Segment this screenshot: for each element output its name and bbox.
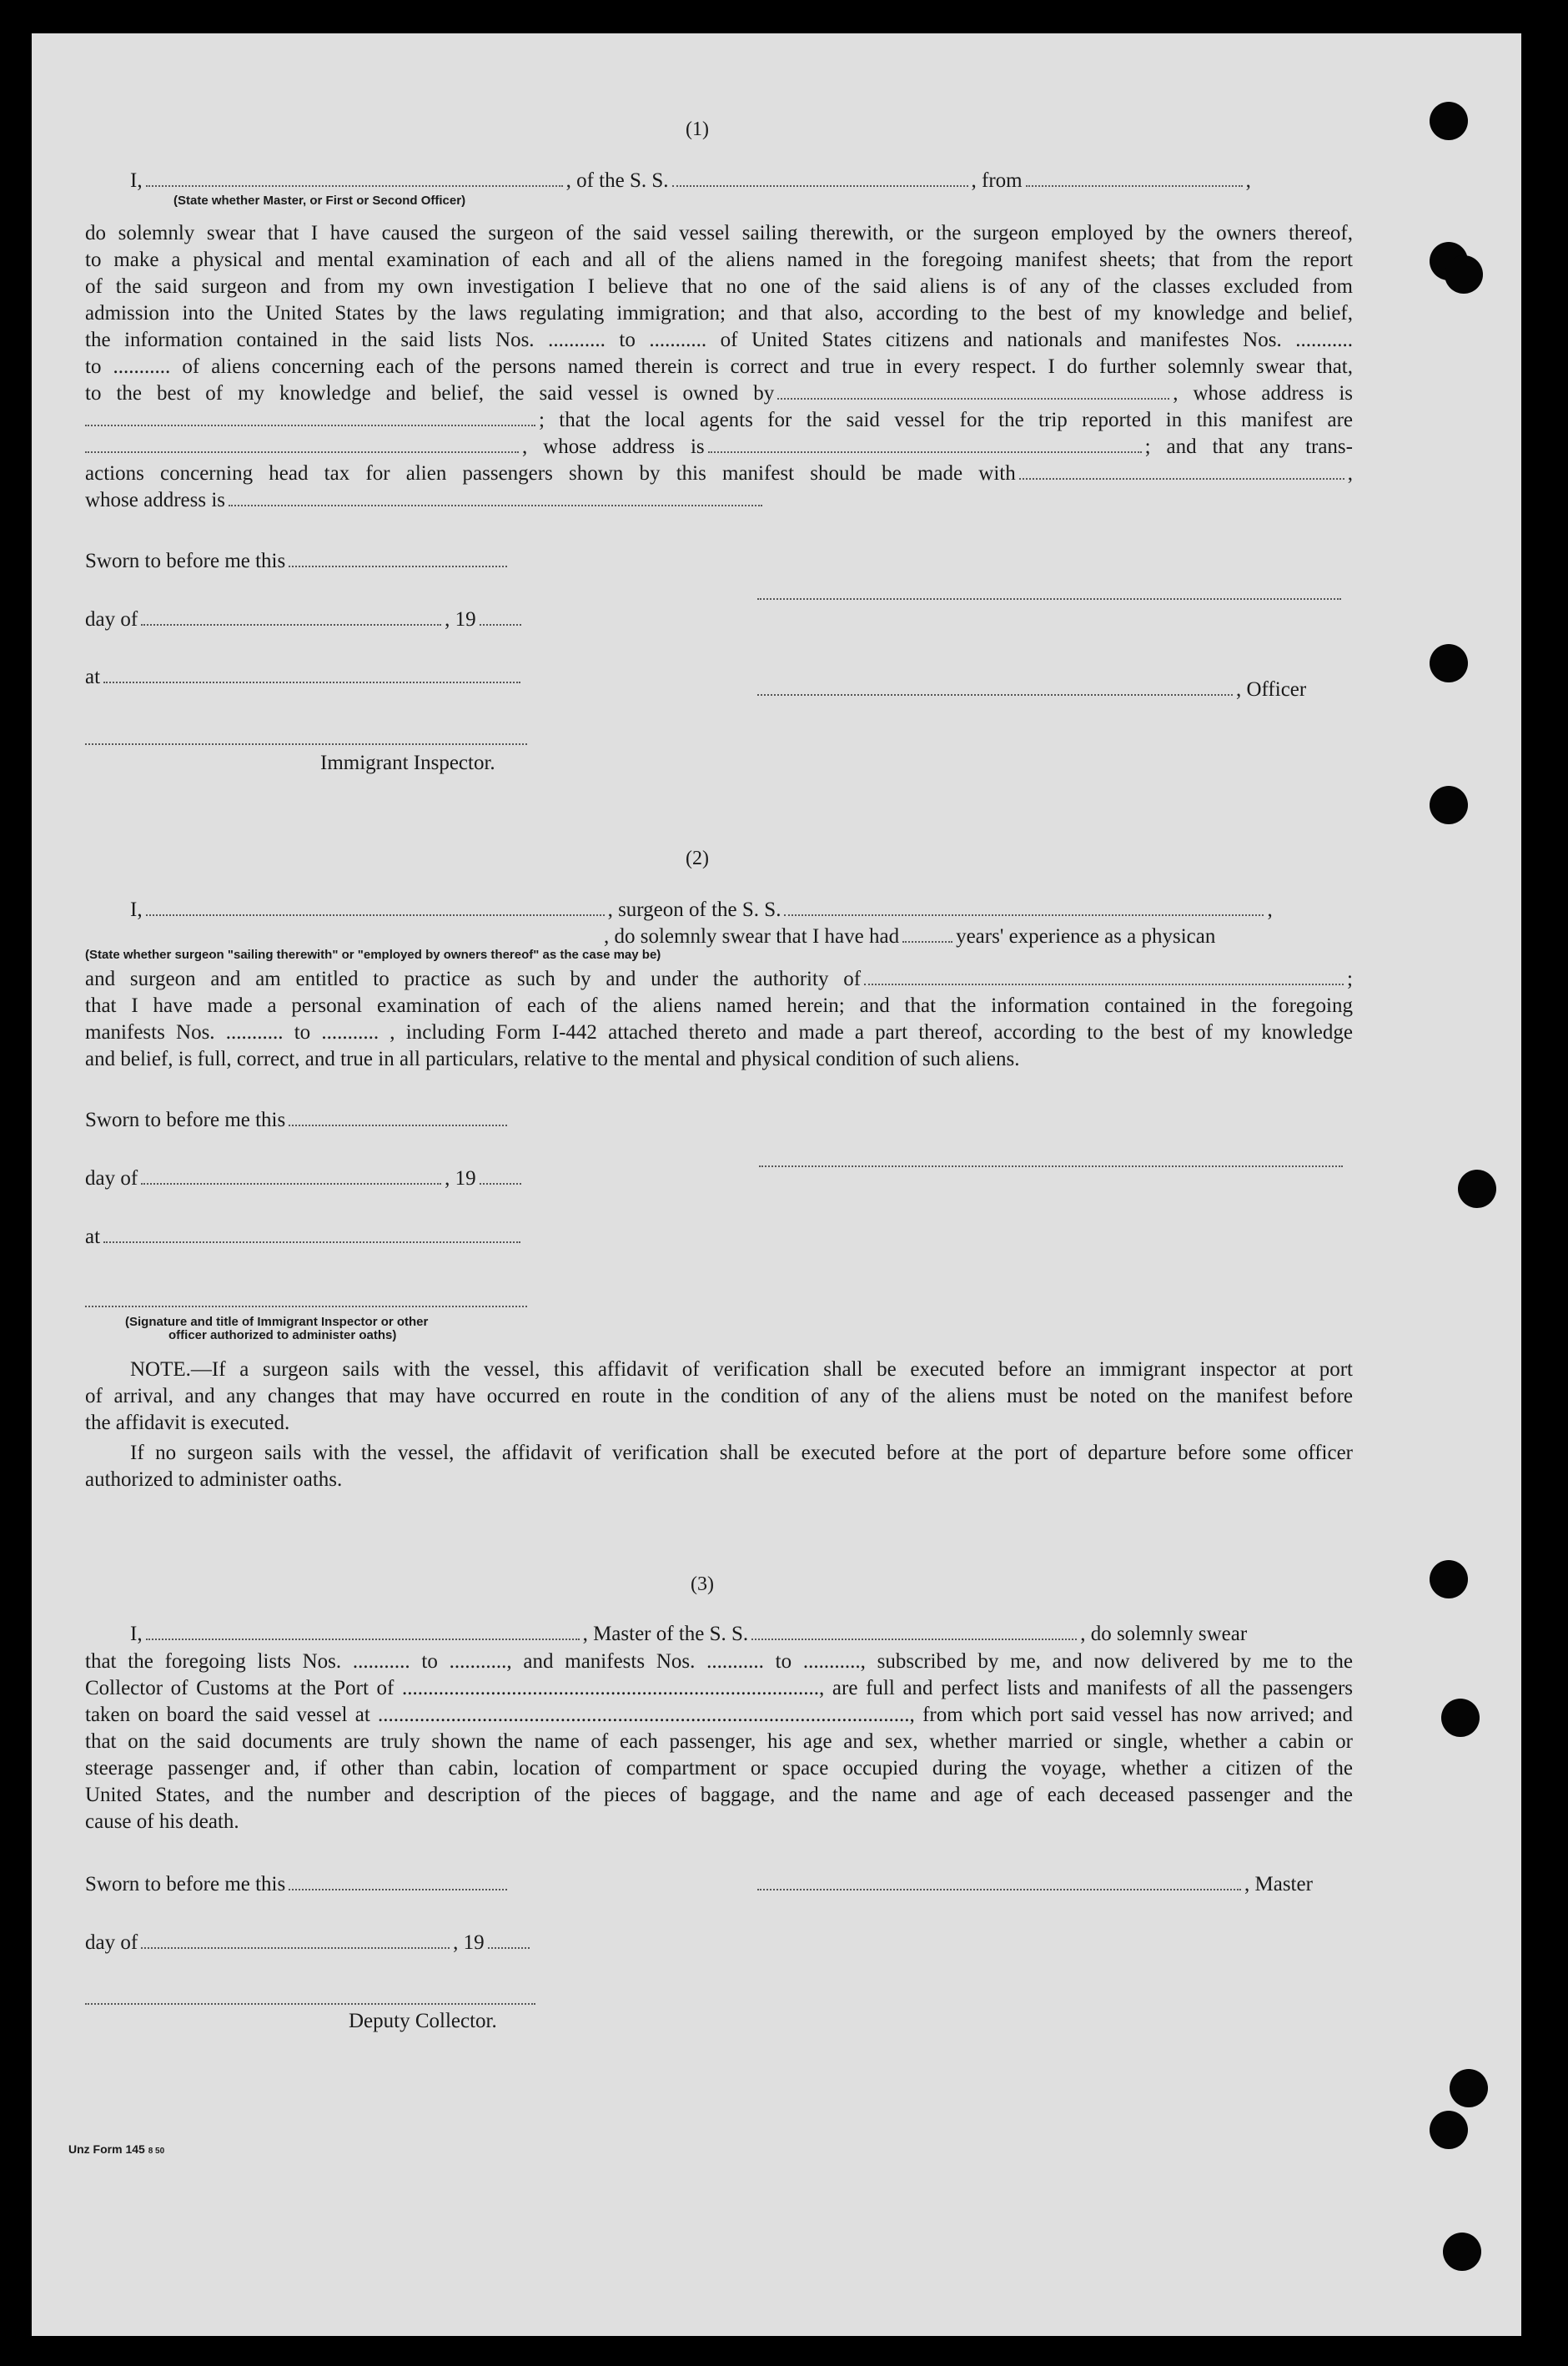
section3-sworn: Sworn to before me this (85, 1872, 510, 1897)
section1-body: do solemnly swear that I have caused the surgeon of the said vessel sailing therewith, or the surgeon employed by the owners thereof, to make a physical and mental examination of each and all of the aliens named in the foregoing manifest sheets; that from the report of the said surgeon and from my own investigation I believe that no one of the said aliens is of any of the classes excluded from admission into the United States by the laws regulating immigration; and that also, according to the best of my knowledge and belief, the information contained in the said lists Nos. ........... to ........... of United States citizens and nationals and manifestes Nos. ........... to ........... of aliens concerning each of the persons named therein is correct and true in every respect. I do further solemnly swear that, to the best of my knowledge and belief, the said vessel is owned by , whose address is ; that the local agents for the said vessel for the trip reported in this manifest are , whose address is ; and that any trans- actions concerning head tax for alien passengers shown by this manifest should be made with , whose address is (85, 222, 1353, 511)
section2-subnote: (State whether surgeon "sailing therewith" or "employed by owners thereof" as the case may be) (85, 948, 661, 962)
section1-inspector-sig-line (85, 743, 527, 745)
punch-hole (1430, 1560, 1468, 1598)
section1-inspector: Immigrant Inspector. (320, 752, 495, 774)
section2-sig-note-1: (Signature and title of Immigrant Inspector or other (125, 1315, 429, 1329)
punch-hole (1430, 102, 1468, 140)
punch-hole (1430, 2111, 1468, 2149)
punch-hole (1430, 786, 1468, 824)
section2-body: and surgeon and am entitled to practice as such by and under the authority of ; that I have made a personal examination of each of the aliens named herein; and that the information contained in the foregoing manifests Nos. ........... to ........... , including Form I-442 attached thereto and made a part thereof, according to the best of my knowledge and belief, is full, correct, and true in all particulars, relative to the mental and physical condition of such aliens. (85, 968, 1353, 1070)
section2-note: NOTE.—If a surgeon sails with the vessel, this affidavit of verification shall be executed before an immigrant inspector at port of arrival, and any changes that may have occurred en route in the condition of any of the aliens must be noted on the manifest before the affidavit is executed. (85, 1358, 1353, 1434)
section1-subnote: (State whether Master, or First or Second Officer) (173, 194, 466, 208)
section3-number: (3) (691, 1573, 714, 1595)
punch-hole (1450, 2069, 1488, 2107)
section2-note2: If no surgeon sails with the vessel, the affidavit of verification shall be executed before at the port of departure before some officer authorized to administer oaths. (85, 1442, 1353, 1491)
section3-body: that the foregoing lists Nos. ........... to ..........., and manifests Nos. ........... to ..........., subscribed by me, and now delivered by me to the Collector of Customs at the Port of ................................................................................, are full and perfect lists and manifests of all the passengers taken on board the said vessel at ......................................................................................................, from which port said vessel has now arrived; and that on the said documents are truly shown the name of each passenger, his age and sex, whether married or single, whether a cabin or steerage passenger and, if other than cabin, location of compartment or space occupied during the voyage, whether a citizen of the United States, and the number and description of the pieces of baggage, and the name and age of each deceased passenger and the cause of his death. (85, 1650, 1353, 1833)
section3-day-of: day of , 19 (85, 1931, 533, 1956)
section2-line2: , do solemnly swear that I have had years' experience as a physican (604, 925, 1216, 948)
form-number: Unz Form 145 8 50 (68, 2142, 165, 2156)
section1-line1: I, , of the S. S. , from , (130, 169, 1251, 192)
punch-hole (1458, 1170, 1496, 1208)
section2-inspector-sig-line (85, 1305, 527, 1307)
section2-line1: I, , surgeon of the S. S. , (130, 899, 1273, 921)
section2-sig-line (759, 1165, 1343, 1167)
document-page (32, 33, 1521, 2336)
section3-deputy: Deputy Collector. (349, 2010, 497, 2032)
section2-number: (2) (686, 848, 709, 869)
punch-hole (1430, 644, 1468, 682)
section1-number: (1) (686, 118, 709, 140)
punch-hole (1443, 2233, 1481, 2271)
section1-at: at (85, 665, 524, 690)
section2-at: at (85, 1225, 524, 1250)
section2-sworn: Sworn to before me this (85, 1108, 510, 1133)
section1-day-of: day of , 19 (85, 607, 525, 632)
section2-day-of: day of , 19 (85, 1166, 525, 1191)
section1-officer: , Officer (757, 677, 1306, 702)
section1-sworn: Sworn to before me this (85, 549, 510, 574)
section3-line1: I, , Master of the S. S. , do solemnly swear (130, 1623, 1248, 1645)
section2-sig-note-2: officer authorized to administer oaths) (168, 1328, 397, 1342)
section1-officer-sig-line-top (757, 597, 1341, 600)
punch-hole (1441, 1699, 1480, 1737)
section3-master: , Master (757, 1872, 1313, 1897)
punch-hole (1445, 255, 1483, 294)
section3-deputy-sig-line (85, 2002, 535, 2005)
